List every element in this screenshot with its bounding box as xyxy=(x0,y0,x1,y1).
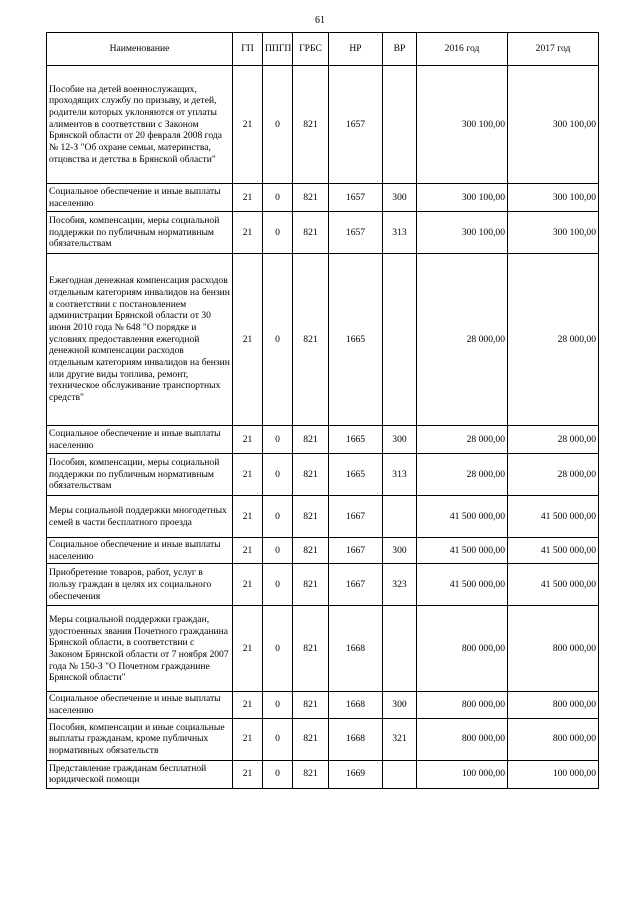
cell-2017: 41 500 000,00 xyxy=(508,564,599,606)
cell-grbs: 821 xyxy=(293,760,329,788)
cell-gp: 21 xyxy=(233,426,263,454)
cell-vr xyxy=(383,760,417,788)
cell-vr xyxy=(383,606,417,692)
cell-nr: 1667 xyxy=(329,538,383,564)
cell-ppgp: 0 xyxy=(263,606,293,692)
cell-nr: 1665 xyxy=(329,426,383,454)
cell-name: Меры социальной поддержки многодетных семей в части бесплатного проезда xyxy=(47,496,233,538)
cell-2016: 41 500 000,00 xyxy=(417,496,508,538)
table-row xyxy=(47,426,599,454)
table-row xyxy=(47,760,599,788)
cell-2017: 800 000,00 xyxy=(508,606,599,692)
cell-2017: 28 000,00 xyxy=(508,454,599,496)
column-header-2016: 2016 год xyxy=(417,33,508,66)
cell-ppgp: 0 xyxy=(263,66,293,184)
cell-gp: 21 xyxy=(233,184,263,212)
cell-ppgp: 0 xyxy=(263,496,293,538)
cell-grbs: 821 xyxy=(293,606,329,692)
cell-vr xyxy=(383,66,417,184)
column-header-gp: ГП xyxy=(233,33,263,66)
cell-grbs: 821 xyxy=(293,426,329,454)
column-header-vr: ВР xyxy=(383,33,417,66)
cell-2017: 28 000,00 xyxy=(508,426,599,454)
cell-vr xyxy=(383,254,417,426)
cell-gp: 21 xyxy=(233,538,263,564)
cell-name: Социальное обеспечение и иные выплаты населению xyxy=(47,184,233,212)
cell-2017: 28 000,00 xyxy=(508,254,599,426)
cell-name: Пособие на детей военнослужащих, проходящих службу по призыву, и детей, родители которых уклоняются от уплаты алиментов в соответствии с Законом Брянской области от 20 февраля 2008 года № 12-З "Об охране семьи, материнства, отцовства и детства в Брянской области" xyxy=(47,66,233,184)
cell-2016: 300 100,00 xyxy=(417,66,508,184)
cell-gp: 21 xyxy=(233,718,263,760)
cell-name: Пособия, компенсации, меры социальной поддержки по публичным нормативным обязательствам xyxy=(47,454,233,496)
table-header-row xyxy=(47,33,599,66)
cell-grbs: 821 xyxy=(293,496,329,538)
cell-gp: 21 xyxy=(233,66,263,184)
cell-ppgp: 0 xyxy=(263,454,293,496)
cell-nr: 1657 xyxy=(329,66,383,184)
cell-name: Ежегодная денежная компенсация расходов отдельным категориям инвалидов на бензин в соответствии с постановлением администрации Брянской области от 30 июня 2010 года № 648 "О порядке и условиях предоставления ежегодной денежной компенсации расходов отдельным категориям инвалидов на бензин или другие виды топлива, ремонт, техническое обслуживание транспортных средств" xyxy=(47,254,233,426)
cell-name: Социальное обеспечение и иные выплаты населению xyxy=(47,692,233,718)
budget-table xyxy=(46,32,599,789)
table-row xyxy=(47,212,599,254)
cell-nr: 1667 xyxy=(329,496,383,538)
column-header-name: Наименование xyxy=(47,33,233,66)
cell-nr: 1669 xyxy=(329,760,383,788)
cell-grbs: 821 xyxy=(293,212,329,254)
cell-gp: 21 xyxy=(233,454,263,496)
table-row xyxy=(47,254,599,426)
cell-gp: 21 xyxy=(233,760,263,788)
cell-vr: 300 xyxy=(383,538,417,564)
column-header-grbs: ГРБС xyxy=(293,33,329,66)
column-header-nr: НР xyxy=(329,33,383,66)
cell-gp: 21 xyxy=(233,606,263,692)
cell-name: Социальное обеспечение и иные выплаты населению xyxy=(47,538,233,564)
cell-ppgp: 0 xyxy=(263,718,293,760)
cell-2017: 41 500 000,00 xyxy=(508,538,599,564)
cell-vr: 300 xyxy=(383,184,417,212)
cell-vr: 313 xyxy=(383,454,417,496)
table-row xyxy=(47,538,599,564)
cell-2016: 800 000,00 xyxy=(417,692,508,718)
column-header-ppgp: ППГП xyxy=(263,33,293,66)
cell-2016: 28 000,00 xyxy=(417,426,508,454)
cell-grbs: 821 xyxy=(293,718,329,760)
cell-grbs: 821 xyxy=(293,454,329,496)
cell-2017: 800 000,00 xyxy=(508,718,599,760)
cell-grbs: 821 xyxy=(293,692,329,718)
cell-nr: 1657 xyxy=(329,212,383,254)
cell-name: Пособия, компенсации и иные социальные выплаты гражданам, кроме публичных нормативных обязательств xyxy=(47,718,233,760)
cell-2016: 100 000,00 xyxy=(417,760,508,788)
cell-gp: 21 xyxy=(233,496,263,538)
cell-nr: 1668 xyxy=(329,606,383,692)
cell-2017: 300 100,00 xyxy=(508,212,599,254)
cell-name: Приобретение товаров, работ, услуг в пользу граждан в целях их социального обеспечения xyxy=(47,564,233,606)
cell-ppgp: 0 xyxy=(263,692,293,718)
cell-gp: 21 xyxy=(233,212,263,254)
cell-vr xyxy=(383,496,417,538)
table-row xyxy=(47,564,599,606)
cell-2017: 300 100,00 xyxy=(508,66,599,184)
cell-name: Представление гражданам бесплатной юридической помощи xyxy=(47,760,233,788)
cell-nr: 1665 xyxy=(329,454,383,496)
cell-ppgp: 0 xyxy=(263,564,293,606)
cell-ppgp: 0 xyxy=(263,538,293,564)
cell-vr: 300 xyxy=(383,426,417,454)
cell-ppgp: 0 xyxy=(263,426,293,454)
cell-nr: 1668 xyxy=(329,692,383,718)
cell-grbs: 821 xyxy=(293,184,329,212)
table-row xyxy=(47,66,599,184)
cell-ppgp: 0 xyxy=(263,760,293,788)
cell-2016: 41 500 000,00 xyxy=(417,564,508,606)
table-row xyxy=(47,606,599,692)
column-header-2017: 2017 год xyxy=(508,33,599,66)
cell-2017: 41 500 000,00 xyxy=(508,496,599,538)
cell-gp: 21 xyxy=(233,254,263,426)
cell-ppgp: 0 xyxy=(263,184,293,212)
cell-vr: 323 xyxy=(383,564,417,606)
cell-nr: 1665 xyxy=(329,254,383,426)
cell-2016: 300 100,00 xyxy=(417,212,508,254)
cell-nr: 1667 xyxy=(329,564,383,606)
table-row xyxy=(47,496,599,538)
cell-vr: 321 xyxy=(383,718,417,760)
cell-ppgp: 0 xyxy=(263,212,293,254)
cell-2016: 800 000,00 xyxy=(417,718,508,760)
cell-2017: 100 000,00 xyxy=(508,760,599,788)
cell-2017: 800 000,00 xyxy=(508,692,599,718)
cell-2016: 800 000,00 xyxy=(417,606,508,692)
cell-vr: 300 xyxy=(383,692,417,718)
cell-2016: 28 000,00 xyxy=(417,254,508,426)
cell-ppgp: 0 xyxy=(263,254,293,426)
table-row xyxy=(47,718,599,760)
cell-name: Пособия, компенсации, меры социальной поддержки по публичным нормативным обязательствам xyxy=(47,212,233,254)
cell-2016: 41 500 000,00 xyxy=(417,538,508,564)
cell-2016: 28 000,00 xyxy=(417,454,508,496)
cell-2016: 300 100,00 xyxy=(417,184,508,212)
cell-gp: 21 xyxy=(233,692,263,718)
cell-2017: 300 100,00 xyxy=(508,184,599,212)
table-row xyxy=(47,454,599,496)
cell-grbs: 821 xyxy=(293,564,329,606)
table-row xyxy=(47,184,599,212)
cell-nr: 1668 xyxy=(329,718,383,760)
page-number: 61 xyxy=(315,15,325,26)
table-row xyxy=(47,692,599,718)
cell-name: Социальное обеспечение и иные выплаты населению xyxy=(47,426,233,454)
cell-nr: 1657 xyxy=(329,184,383,212)
cell-grbs: 821 xyxy=(293,254,329,426)
cell-name: Меры социальной поддержки граждан, удостоенных звания Почетного гражданина Брянской области, в соответствии с Законом Брянской области от 7 ноября 2007 года № 150-З "О Почетном гражданине Брянской области" xyxy=(47,606,233,692)
cell-grbs: 821 xyxy=(293,538,329,564)
cell-vr: 313 xyxy=(383,212,417,254)
cell-grbs: 821 xyxy=(293,66,329,184)
cell-gp: 21 xyxy=(233,564,263,606)
